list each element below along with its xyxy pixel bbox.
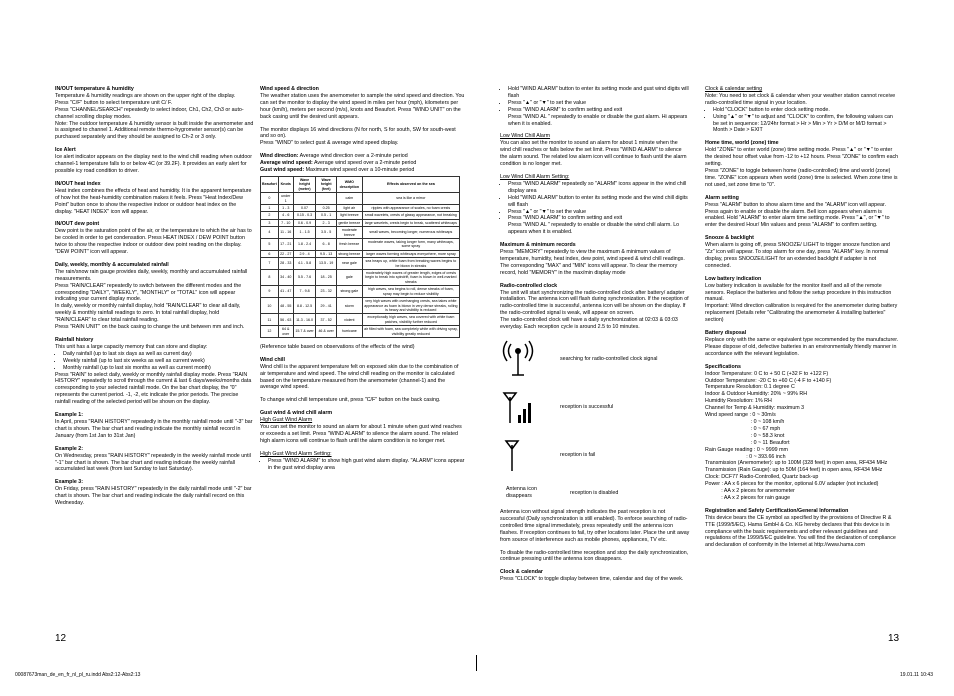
heading-alarm-setting: Alarm setting <box>705 194 739 201</box>
heading-specifications: Specifications <box>705 363 741 370</box>
table-header-cell: Beaufort <box>261 176 279 192</box>
beaufort-table <box>260 176 460 338</box>
table-cell: 34 - 40 <box>278 270 293 286</box>
table-cell: light breeze <box>336 212 362 219</box>
table-cell: 5 <box>261 239 279 251</box>
table-cell: 0.5 - 1 <box>316 212 337 219</box>
list <box>508 86 690 114</box>
page-number-right: 13 <box>888 633 900 644</box>
table-cell: 3.5 - 5 <box>316 227 337 239</box>
table-cell: 0.07 <box>293 205 316 212</box>
table-cell: 6 <box>261 250 279 257</box>
list <box>268 458 465 472</box>
definition <box>260 167 465 174</box>
list-item: • Daily rainfall (up to last six days as well as current day) <box>63 351 255 358</box>
spec-line: Temperature Resolution: 0.1 degree C <box>705 384 795 391</box>
heading-in-out-temperature: IN/OUT temperature & humidity <box>55 86 134 92</box>
paragraph: On Wednesday, press "RAIN HISTORY" repeatedly in the weekly rainfall mode until "-1" bar chart is shown. The bar chart and reading indicate the weekly rainfall accumulated last week (from last Sunday to last Saturday). <box>55 452 251 473</box>
paragraph: Press "ALARM" button to show alarm time and the "ALARM" icon will appear. Press again to enable or disable the alarm. Bell icon appears when alarm is enabled. Hold "ALARM" to enter alarm time setting mode. Press "▲", or "▼" to enter the desired Hour/ Min values and press "ALARM" to confirm setting. <box>705 201 890 229</box>
table-cell: 1 <box>261 205 279 212</box>
paragraph: Press "WIND AL " repeatedly to enable or disable the wind chill alarm. Lo appears when it is enabled. <box>508 222 680 236</box>
table-cell: gale <box>336 270 362 286</box>
table-header-cell: Wave height (feet) <box>316 176 337 192</box>
table-cell: 23 - 32 <box>316 286 337 298</box>
table-cell: 56 - 63 <box>278 314 293 326</box>
list <box>63 351 255 372</box>
text: Press "RAIN/CLEAR" repeatedly to switch between the different modes and the corresponding "DAILY", "WEEKLY", "MONTHLY" or "TOTAL" icon will appear indicating your current display mode. <box>55 282 242 303</box>
heading-ice-alert: Ice Alert <box>55 147 76 154</box>
paragraph: Ice alert indicator appears on the display next to the wind chill reading when outdoor channel-1 temperature falls to or below 4C (or 39.2F). It provides an early alert for possible icy road condition to driver. <box>55 154 252 174</box>
table-cell: fresh breeze <box>336 239 362 251</box>
paragraph <box>260 127 465 148</box>
table-row <box>261 286 460 298</box>
page-number-left: 12 <box>55 633 67 644</box>
paragraph <box>55 93 255 141</box>
heading-rainfall-history: Rainfall history <box>55 337 94 343</box>
table-cell: gentle breeze <box>336 219 362 226</box>
signal-label: reception is disabled <box>570 489 619 496</box>
spec-line: : 0 ~ 67 mph <box>705 425 781 432</box>
table-cell: 12 <box>261 326 279 338</box>
spec-line: Outdoor Temperature: -20 C to +60 C (-4 F to +140 F) <box>705 377 832 384</box>
table-cell: 11.3 - 16.0 <box>293 314 316 326</box>
label: Wind direction: <box>260 153 299 160</box>
text: The unit will start synchronizing the radio-controlled clock after battery/ adapter installation. The antenna icon will flash during synchronization. If the reception of radio-controlled time is successful, antenna icon will be shown on the display. If the radio-controlled signal is weak, will appear on screen. <box>500 289 689 317</box>
paragraph: In April, press "RAIN HISTORY" repeatedly in the monthly rainfall mode until "-3" bar chart is shown. The bar chart and reading indicate the monthly rainfall record in January (from 1st Jan to 31st Jan) <box>55 418 253 439</box>
heading-home-world-time: Home time, world (zone) time <box>705 140 779 147</box>
paragraph: On Friday, press "RAIN HISTORY" repeatedly in the daily rainfall mode until "-2" bar chart is shown. The bar chart and reading indicate the daily rainfall record on this Wednesday. <box>55 486 252 507</box>
table-cell: 37 - 52 <box>316 314 337 326</box>
table-cell: 0.25 <box>316 205 337 212</box>
heading-example-3: Example 3: <box>55 479 83 486</box>
paragraph: When alarm is going off, press SNOOZE/ LIGHT to trigger snooze function and "Zz" icon will appear. To stop alarm for one day, press "ALARM" key. In normal display, press SNOOZE/LIGHT for an extended backlight if adapter is not connected. <box>705 242 890 269</box>
spec-line: : 0 ~ 11 Beaufort <box>705 439 790 446</box>
spec-line: Clock: DCF77 Radio-Controlled, Quartz back-up <box>705 474 819 481</box>
spec-line: Indoor & Outdoor Humidity: 20% ~ 99% RH <box>705 391 808 398</box>
table-cell: 0 <box>261 193 279 205</box>
signal-row-disabled <box>500 481 690 505</box>
table-cell: 15.7 & over <box>293 326 316 338</box>
table-cell: 48 - 55 <box>278 298 293 314</box>
table-cell: 1 - 3 <box>278 205 293 212</box>
table-row <box>261 239 460 251</box>
list-item: • Press "WIND ALARM" to confirm setting and exit <box>508 215 690 222</box>
column-2 <box>260 86 465 478</box>
heading-battery-disposal: Battery disposal <box>705 330 747 337</box>
table-row <box>261 326 460 338</box>
subheading: Clock & calendar setting <box>705 86 763 92</box>
table-cell: 1.8 - 2.4 <box>293 239 316 251</box>
paragraph: Wind chill is the apparent temperature felt on exposed skin due to the combination of air temperature and wind speed. The wind chill reading on the monitor is calculated based on the temperature measured from the anemometer (channel-1) and the average wind speed. <box>260 363 459 391</box>
heading-radio-clock: Radio-controlled clock <box>500 282 558 289</box>
paragraph: This device bears the CE symbol as specified by the provisions of Directive R & TTE (1999/5/EC). Hama GmbH & Co. KG hereby declares that this device is in compliance with the basic requirements and other relevant guidelines and regulations of the 1999/5/EC guideline. You will find the declaration of compliance and declaration of conformity in the Internet at http://www.hama.com <box>705 514 896 549</box>
spec-line: : AA x 2 pieces for anemometer <box>705 488 795 495</box>
table-cell: violent <box>336 314 362 326</box>
table-cell: 18 - 25 <box>316 270 337 286</box>
antenna-disappears-label: Antenna icon disappears <box>506 486 537 499</box>
heading-example-1: Example 1: <box>55 412 83 419</box>
spec-line: Transmission (Anemometer): up to 100M (328 feet) in open area, RF434 MHz <box>705 460 888 467</box>
table-cell: hurricane <box>336 326 362 338</box>
heading-dew-point: IN/OUT dew point <box>55 221 100 228</box>
table-note: (Reference table based on observations of the effects of the wind) <box>260 343 415 350</box>
table-row <box>261 258 460 270</box>
table-row <box>261 219 460 226</box>
table-row <box>261 314 460 326</box>
table-cell: moderate waves, taking longer form, many whitecaps, some spray <box>362 239 459 251</box>
subheading: High Gust Wind Alarm <box>260 417 313 424</box>
paragraph: Antenna icon without signal strength indicates the past reception is not successful (Daily synchronization is still enabled). To enforce searching of radio-controlled time signal immediately, press repeatedly until the antenna icon flashes. If reception continues to fail, try other locations later. Place the unit away from source of interference such as mobile phones, appliances, TV etc. <box>500 509 690 543</box>
paragraph: Press "WIND AL " repeatedly to enable or disable the gust alarm. Hi appears when it is enabled. <box>508 113 688 127</box>
list <box>508 181 690 222</box>
spec-line: Rain Gauge reading : 0 ~ 9999 mm <box>705 446 788 453</box>
text: In daily, weekly or monthly rainfall display, hold "RAIN/CLEAR" to clear all daily, weekly & monthly rainfall readings to zero. In total rainfall display, hold "RAIN/CLEAR" to clear total rainfall reading. <box>55 303 241 324</box>
paragraph: Press "CLOCK" to toggle display between time, calendar and day of the week. <box>500 576 684 583</box>
list-item: • Hold "WIND ALARM" button to enter its setting mode and the wind chill digits will flash <box>508 195 690 209</box>
table-row <box>261 250 460 257</box>
table-cell: sea is like a mirror <box>362 193 459 205</box>
table-row <box>261 212 460 219</box>
paragraph: Dew point is the saturation point of the air, or the temperature to which the air has to be cooled in order to get condensation. Press HEAT INDEX / DEW POINT button twice to show the respective indoor or outdoor dew point reading on the display. "DEW POINT" icon will appear. <box>55 228 252 256</box>
table-cell: light air <box>336 205 362 212</box>
text: Average wind speed over a 2-minute period <box>312 160 417 167</box>
table-body <box>261 193 460 338</box>
table-cell: 29 - 41 <box>316 298 337 314</box>
paragraph: Replace only with the same or equivalent type recommended by the manufacturer. Please dispose of old, defective batteries in an environmentally friendly manner in accordance with the relevant legislation. <box>705 337 899 357</box>
paragraph: To change wind chill temperature unit, press "C/F" button on the back casing. <box>260 397 441 404</box>
list-item: • Using "▲" or "▼" to adjust and "CLOCK" to confirm, the following values can be set in sequence: 12/24hr format > Hr > Min > Yr > D/M or M/D format > Month > Date > EXIT <box>713 114 900 135</box>
list-item: • Press "WIND ALARM" to show high gust wind alarm display. "ALARM" icons appear in the gust wind display area <box>268 458 465 472</box>
text: Average wind direction over a 2-minute period <box>298 153 408 160</box>
spec-line: Wind speed range : 0 ~ 30m/s <box>705 412 776 419</box>
table-cell: 8.8 - 12.5 <box>293 298 316 314</box>
table-header-cell: WMO description <box>336 176 362 192</box>
spec-line: Humidity Resolution: 1% RH <box>705 398 772 405</box>
list <box>713 107 900 135</box>
subheading: Low Wind Chill Alarm <box>500 133 551 140</box>
table-row <box>261 227 460 239</box>
paragraph: To disable the radio-controlled time reception and stop the daily synchronization, continue pressing until the antenna icon disappears. <box>500 549 689 563</box>
definition <box>260 153 465 160</box>
table-cell: near gale <box>336 258 362 270</box>
heading-snooze-backlight: Snooze & backlight <box>705 235 754 242</box>
table-cell: ripples with appearance of scales, no foam crests <box>362 205 459 212</box>
column-1 <box>55 86 255 513</box>
table-row <box>261 205 460 212</box>
paragraph: This unit has a large capacity memory that can store and display: <box>55 343 208 350</box>
table-cell: moderately high waves of greater length, edges of crests begin to break into spindrift, foam is blown in well-marked streaks <box>362 270 459 286</box>
signal-row-success <box>500 385 690 429</box>
heading-heat-index: IN/OUT heat index <box>55 180 101 187</box>
list-item: • Press "▲" or "▼" to set the value <box>508 209 690 216</box>
table-cell: 7 - 10 <box>278 219 293 226</box>
paragraph: Note: You need to set clock & calendar when your weather station cannot receive radio-controlled time signal in your location. <box>705 92 896 106</box>
text: Press "WIND" to select gust & average wind speed display. <box>260 140 399 147</box>
list-item: • Weekly rainfall (up to last six weeks as well as current week) <box>63 358 255 365</box>
list-item: • Press "WIND ALARM" to confirm setting and exit <box>508 107 690 114</box>
signal-label: searching for radio-controlled clock signal <box>560 355 658 362</box>
table-cell: strong gale <box>336 286 362 298</box>
spec-line: Channel for Temp & Humidity: maximum 3 <box>705 405 805 412</box>
spec-line: Indoor Temperature: 0 C to + 50 C (+32 F to +122 F) <box>705 370 829 377</box>
list-item: • Hold "WIND ALARM" button to enter its setting mode and gust wind digits will flash <box>508 86 690 100</box>
table-cell <box>316 193 337 205</box>
column-4 <box>705 86 900 555</box>
table-cell: 0.15 - 0.3 <box>293 212 316 219</box>
table-cell: 10 <box>261 298 279 314</box>
table-header-row <box>261 176 460 192</box>
table-cell: very high waves with overhanging crests, sea takes white appearance as foam is blown in very dense streaks, rolling is heavy and visibility is reduced <box>364 299 458 312</box>
table-cell: storm <box>336 298 362 314</box>
text: Press "CHANNEL/SEARCH" repeatedly to select indoor, Ch1, Ch2, Ch3 or auto-channel scrolling display modes. <box>55 106 244 120</box>
table-cell: 5.5 - 7.6 <box>293 270 316 286</box>
paragraph: Press "ZONE" to toggle between home (radio-controlled) time and world (zone) time. "ZONE" icon appears when world (zone) time is selected. When zone time is not used, set zone time to "0". <box>705 167 898 188</box>
table-cell: 46 & over <box>316 326 337 338</box>
table-cell: 4 - 6 <box>278 212 293 219</box>
spec-line: : AA x 2 pieces for rain gauge <box>705 494 791 501</box>
paragraph <box>55 269 255 331</box>
paragraph: The weather station uses the anemometer to sample the wind speed and direction. You can set the monitor to display the wind speed in miles per hour (mph), kilometers per hour (km/h), meters per second (m/s), knots and Beaufort. Press "WIND UNIT" on the back casing until the desired unit appears. <box>260 92 465 120</box>
paragraph: Heat index combines the effects of heat and humidity. It is the apparent temperature of how hot the heat-humidity combination makes it feels. Press "Heat Index/Dew Point" button once to show the respective indoor or outdoor heat index on the display. "HEAT INDEX" icon will appear. <box>55 187 252 215</box>
table-cell: 3 <box>261 219 279 226</box>
list-item: • Press "WIND ALARM" repeatedly so "ALARM" icons appear in the wind chill display area <box>508 181 690 195</box>
paragraph: Low battery indication is available for the monitor itself and all of the remote sensors. Replace the batteries and follow the setup procedure in this instruction manual. <box>705 282 892 303</box>
signal-label: reception is successful <box>560 403 614 410</box>
table-cell: exceptionally high waves, sea covered with white foam patches, visibility further reduced <box>362 314 459 326</box>
text: The monitor displays 16 wind directions (N for north, S for south, SW for south-west and so on). <box>260 126 456 140</box>
text: Press "RAIN UNIT" on the back casing to change the unit between mm and inch. <box>55 324 245 331</box>
wind-definitions <box>260 153 465 174</box>
table-header-cell: Knots <box>278 176 293 192</box>
paragraph: The radio-controlled clock will have a daily synchronization at 02:03 & 03:03 everyday. Each reception cycle is around 2.5 to 10 minutes. <box>500 317 678 331</box>
table-cell: high waves, sea begins to roll, dense streaks of foam, spray may begin to reduce visibility <box>362 286 459 298</box>
text: Maximum wind speed over a 10-minute period <box>304 167 415 174</box>
table-cell: 7 - 9.8 <box>293 286 316 298</box>
signal-row-fail <box>500 433 690 477</box>
table-cell: 4.1 - 5.8 <box>293 258 316 270</box>
spec-line: : 0 ~ 58.3 knot <box>705 432 785 439</box>
table-row <box>261 193 460 205</box>
footer-file: 00087673man_de_en_fr_nl_pl_ru.indd Abs2:12-Abs2:13 <box>15 672 141 678</box>
table-cell: 9.5 - 13 <box>316 250 337 257</box>
heading-example-2: Example 2: <box>55 445 83 452</box>
table-cell: 17 - 21 <box>278 239 293 251</box>
table-cell: strong breeze <box>338 251 361 256</box>
table-cell: 28 - 33 <box>278 258 293 270</box>
table-cell: 4 <box>261 227 279 239</box>
table-cell: air filled with foam, sea completely white with driving spray, visibility greatly reduced <box>364 327 458 336</box>
table-cell: small waves, becoming longer, numerous whitecaps <box>362 227 459 239</box>
label: Gust wind speed: <box>260 167 305 174</box>
spec-line: Transmission (Rain Gauge): up to 50M (164 feet) in open area, RF434 MHz <box>705 467 883 474</box>
heading-low-battery: Low battery indication <box>705 275 762 282</box>
list-item: • Press "▲" or "▼" to set the value <box>508 100 690 107</box>
table-cell: 2 - 3 <box>316 219 337 226</box>
table-cell: sea heaps up, white foam from breaking waves begins to be blown in streaks <box>362 258 459 270</box>
table-cell: large wavelets, crests begin to break, scattered whitecaps <box>362 219 459 226</box>
table-cell: 8 <box>261 270 279 286</box>
paragraph: You can also set the monitor to sound an alarm for about 1 minute when the wind chill reaches or falls below the set limit. Press "WIND ALARM" to silence the alarm sound. The related low alarm icon will continue to flash until the alarm condition is no longer met. <box>500 140 687 168</box>
table-row <box>261 270 460 286</box>
heading-max-min: Maximum & minimum records <box>500 242 576 249</box>
table-cell: larger waves forming whitecaps everywhere, more spray <box>362 250 459 257</box>
heading-clock-calendar: Clock & calendar <box>500 569 543 576</box>
table-cell: 22 - 27 <box>280 251 292 256</box>
list-item: • Hold "CLOCK" button to enter clock setting mode. <box>713 107 900 114</box>
table-cell: 64 & over <box>278 326 293 338</box>
paragraph: Hold "ZONE" to enter world (zone) time setting mode. Press "▲" or "▼" to enter the desired hour offset value from -12 to +12 hours. Press "ZONE" to confirm each setting. <box>705 147 899 168</box>
paragraph: Press "MEMORY" repeatedly to view the maximum & minimum values of temperature, humidity, heat index, dew point, wind speed & wind chill readings. The corresponding "MAX" and "MIN" icons will appear. To clear the memory record, hold "MEMORY" in the max/min display mode <box>500 249 685 276</box>
table-row <box>261 298 460 314</box>
text: Note: The outdoor temperature & humidity sensor is built inside the anemometer and is assigned to channel 1. Additional remote thermo-hygrometer sensor(s) can be purchased separately and they should be assigned to Ch-2 or 3 only. <box>55 120 254 141</box>
paragraph: Important: Wind direction calibration is required for the anemometer during battery replacement (Details refer "Calibrating the anemometer & installing batteries" section) <box>705 303 898 324</box>
heading-gust-alarm: Gust wind & wind chill alarm <box>260 410 333 417</box>
antenna-no-signal-icon <box>500 435 536 475</box>
table-cell: 11 - 16 <box>278 227 293 239</box>
subheading: High Gust Wind Alarm Setting: <box>260 450 332 457</box>
paragraph <box>500 290 690 318</box>
table-cell: 7 <box>261 258 279 270</box>
antenna-searching-icon <box>500 339 536 379</box>
footer-date: 19.01.11 10:43 <box>900 672 933 678</box>
table-cell <box>293 193 316 205</box>
table-cell: moderate breeze <box>336 227 362 239</box>
crop-mark <box>476 655 477 671</box>
table-cell: under 1 <box>278 193 293 205</box>
text: The rain/snow rain gauge provides daily, weekly, monthly and accumulated rainfall measurements. <box>55 268 248 282</box>
subheading: Low Wind Chill Alarm Setting: <box>500 173 570 180</box>
column-3 <box>500 86 690 589</box>
spec-line: : 0 ~ 393.66 inch <box>705 453 786 460</box>
table-cell: 13.5 - 19 <box>316 258 337 270</box>
table-cell: 9 <box>261 286 279 298</box>
table-cell: 6 - 8 <box>316 239 337 251</box>
list-item: • Monthly rainfall (up to last six months as well as current month) <box>63 365 255 372</box>
paragraph: You can set the monitor to sound an alarm for about 1 minute when gust wind reaches or exceeds a set limit. Press "WIND ALARM" to silence the alarm sound. The related high alarm icons will continue to flash until the alarm condition is no longer met. <box>260 424 462 444</box>
heading-registration: Registration and Safety Certification/General Information <box>705 507 849 514</box>
spec-line: Power : AA x 6 pieces for the monitor, optional 6.0V adapter (not included) <box>705 481 879 488</box>
text: Temperature & humidity readings are shown on the upper right of the display. <box>55 92 236 99</box>
paragraph: Press "RAIN" to select daily, weekly or monthly rainfall display mode. Press "RAIN HISTORY" repeatedly to scroll through the current & last 6 days/weeks/months data corresponding to your selected rainfall mode. On the bar chart display, the "0" represents the current period. -1, -2, etc indicate the prior periods. The precise rainfall reading of the selected period will be shown on the display. <box>55 371 252 406</box>
table-cell: 2.9 - 4 <box>293 250 316 257</box>
definition <box>260 160 465 167</box>
table-cell: small wavelets, crests of glassy appearance, not breaking <box>362 212 459 219</box>
signal-label: reception is fail <box>560 451 596 458</box>
table-cell: 2 <box>261 212 279 219</box>
table-cell: 11 <box>261 314 279 326</box>
heading-wind-chill: Wind chill <box>260 356 285 363</box>
table-cell: 0.6 - 0.9 <box>293 219 316 226</box>
specifications-list <box>705 371 900 502</box>
text: Press "C/F" button to select temperature unit C/ F. <box>55 99 173 106</box>
table-header-cell: Wave height (meter) <box>293 176 316 192</box>
table-header-cell: Effects observed on the sea <box>362 176 459 192</box>
heading-wind-speed: Wind speed & direction <box>260 86 319 92</box>
table-cell: 41 - 47 <box>278 286 293 298</box>
spec-line: : 0 ~ 108 km/h <box>705 418 785 425</box>
signal-row-searching <box>500 337 690 381</box>
heading-rainfall: Daily, weekly, monthly & accumulated rainfall <box>55 261 169 268</box>
table-cell: calm <box>336 193 362 205</box>
table-cell: 1 - 1.5 <box>293 227 316 239</box>
antenna-full-signal-icon <box>500 387 536 427</box>
label: Average wind speed: <box>260 160 313 167</box>
